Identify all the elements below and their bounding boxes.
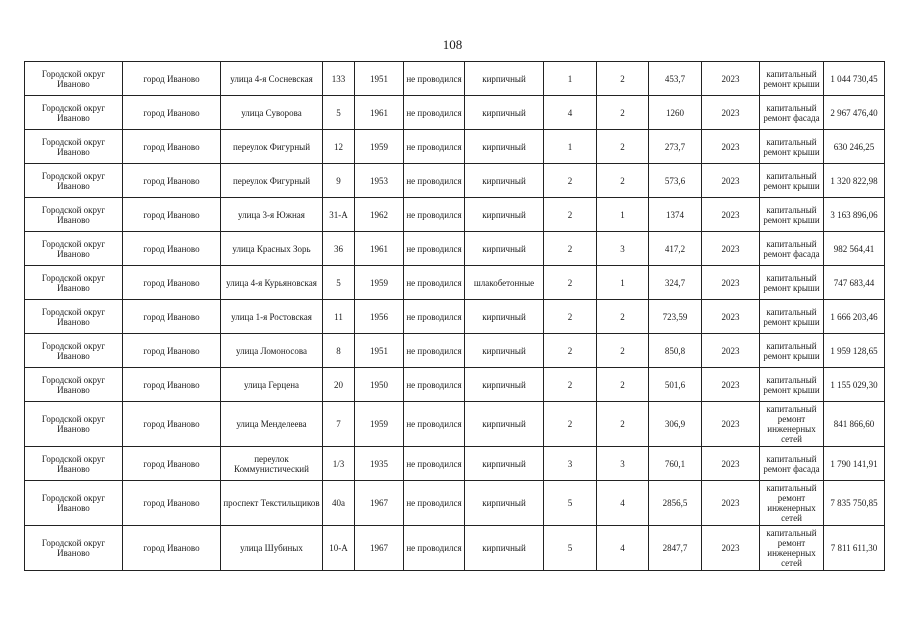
floors-cell: 2	[544, 164, 597, 198]
area-cell: 850,8	[649, 334, 702, 368]
page-number: 108	[442, 37, 463, 52]
wall-material-cell: кирпичный	[465, 402, 544, 447]
cost-cell: 7 835 750,85	[824, 481, 885, 526]
area-cell: 417,2	[649, 232, 702, 266]
cost-cell: 747 683,44	[824, 266, 885, 300]
municipality-cell: Городской округ Иваново	[25, 334, 123, 368]
settlement-cell: город Иваново	[123, 266, 221, 300]
area-cell: 2856,5	[649, 481, 702, 526]
cost-cell: 1 044 730,45	[824, 62, 885, 96]
municipality-cell: Городской округ Иваново	[25, 130, 123, 164]
plan-year-cell: 2023	[702, 300, 760, 334]
area-cell: 453,7	[649, 62, 702, 96]
street-cell: улица Шубиных	[221, 526, 323, 571]
municipality-cell: Городской округ Иваново	[25, 447, 123, 481]
cost-cell: 2 967 476,40	[824, 96, 885, 130]
street-cell: переулок Фигурный	[221, 164, 323, 198]
plan-year-cell: 2023	[702, 526, 760, 571]
table-row	[25, 447, 885, 481]
house-number-cell: 9	[323, 164, 355, 198]
entrances-cell: 2	[597, 334, 649, 368]
wall-material-cell: кирпичный	[465, 300, 544, 334]
work-type-cell: капитальный ремонт инженерных сетей	[760, 402, 824, 447]
floors-cell: 4	[544, 96, 597, 130]
year-built-cell: 1967	[355, 481, 404, 526]
area-cell: 760,1	[649, 447, 702, 481]
plan-year-cell: 2023	[702, 481, 760, 526]
house-number-cell: 10-А	[323, 526, 355, 571]
year-built-cell: 1967	[355, 526, 404, 571]
table-row	[25, 198, 885, 232]
area-cell: 324,7	[649, 266, 702, 300]
house-number-cell: 36	[323, 232, 355, 266]
last-repair-cell: не проводился	[404, 402, 465, 447]
cost-cell: 7 811 611,30	[824, 526, 885, 571]
settlement-cell: город Иваново	[123, 402, 221, 447]
year-built-cell: 1953	[355, 164, 404, 198]
cost-cell: 982 564,41	[824, 232, 885, 266]
work-type-cell: капитальный ремонт крыши	[760, 164, 824, 198]
table-row	[25, 334, 885, 368]
last-repair-cell: не проводился	[404, 266, 465, 300]
house-number-cell: 40а	[323, 481, 355, 526]
settlement-cell: город Иваново	[123, 96, 221, 130]
work-type-cell: капитальный ремонт крыши	[760, 334, 824, 368]
cost-cell: 841 866,60	[824, 402, 885, 447]
floors-cell: 3	[544, 447, 597, 481]
plan-year-cell: 2023	[702, 402, 760, 447]
plan-year-cell: 2023	[702, 447, 760, 481]
cost-cell: 1 959 128,65	[824, 334, 885, 368]
area-cell: 1260	[649, 96, 702, 130]
work-type-cell: капитальный ремонт крыши	[760, 368, 824, 402]
last-repair-cell: не проводился	[404, 164, 465, 198]
street-cell: переулок Фигурный	[221, 130, 323, 164]
last-repair-cell: не проводился	[404, 447, 465, 481]
municipality-cell: Городской округ Иваново	[25, 526, 123, 571]
table-row	[25, 130, 885, 164]
settlement-cell: город Иваново	[123, 164, 221, 198]
street-cell: улица Герцена	[221, 368, 323, 402]
last-repair-cell: не проводился	[404, 300, 465, 334]
street-cell: улица Суворова	[221, 96, 323, 130]
year-built-cell: 1959	[355, 130, 404, 164]
house-number-cell: 11	[323, 300, 355, 334]
street-cell: улица 1-я Ростовская	[221, 300, 323, 334]
last-repair-cell: не проводился	[404, 62, 465, 96]
work-type-cell: капитальный ремонт инженерных сетей	[760, 481, 824, 526]
entrances-cell: 2	[597, 300, 649, 334]
floors-cell: 1	[544, 62, 597, 96]
work-type-cell: капитальный ремонт фасада	[760, 96, 824, 130]
settlement-cell: город Иваново	[123, 232, 221, 266]
settlement-cell: город Иваново	[123, 334, 221, 368]
last-repair-cell: не проводился	[404, 96, 465, 130]
area-cell: 1374	[649, 198, 702, 232]
work-type-cell: капитальный ремонт инженерных сетей	[760, 526, 824, 571]
work-type-cell: капитальный ремонт крыши	[760, 198, 824, 232]
settlement-cell: город Иваново	[123, 62, 221, 96]
table-row	[25, 526, 885, 571]
table-row	[25, 232, 885, 266]
cost-cell: 3 163 896,06	[824, 198, 885, 232]
work-type-cell: капитальный ремонт фасада	[760, 447, 824, 481]
municipality-cell: Городской округ Иваново	[25, 402, 123, 447]
wall-material-cell: кирпичный	[465, 96, 544, 130]
work-type-cell: капитальный ремонт крыши	[760, 300, 824, 334]
street-cell: улица Красных Зорь	[221, 232, 323, 266]
last-repair-cell: не проводился	[404, 334, 465, 368]
wall-material-cell: кирпичный	[465, 232, 544, 266]
municipality-cell: Городской округ Иваново	[25, 300, 123, 334]
entrances-cell: 4	[597, 481, 649, 526]
cost-cell: 630 246,25	[824, 130, 885, 164]
floors-cell: 2	[544, 334, 597, 368]
last-repair-cell: не проводился	[404, 198, 465, 232]
floors-cell: 5	[544, 526, 597, 571]
cost-cell: 1 155 029,30	[824, 368, 885, 402]
settlement-cell: город Иваново	[123, 481, 221, 526]
settlement-cell: город Иваново	[123, 526, 221, 571]
entrances-cell: 2	[597, 96, 649, 130]
floors-cell: 2	[544, 300, 597, 334]
street-cell: улица 3-я Южная	[221, 198, 323, 232]
table-row	[25, 96, 885, 130]
wall-material-cell: кирпичный	[465, 130, 544, 164]
last-repair-cell: не проводился	[404, 481, 465, 526]
street-cell: улица 4-я Курьяновская	[221, 266, 323, 300]
last-repair-cell: не проводился	[404, 368, 465, 402]
year-built-cell: 1962	[355, 198, 404, 232]
cost-cell: 1 790 141,91	[824, 447, 885, 481]
entrances-cell: 1	[597, 198, 649, 232]
entrances-cell: 2	[597, 164, 649, 198]
table-row	[25, 62, 885, 96]
wall-material-cell: кирпичный	[465, 62, 544, 96]
year-built-cell: 1950	[355, 368, 404, 402]
municipality-cell: Городской округ Иваново	[25, 266, 123, 300]
plan-year-cell: 2023	[702, 334, 760, 368]
street-cell: переулок Коммунистический	[221, 447, 323, 481]
house-number-cell: 133	[323, 62, 355, 96]
area-cell: 573,6	[649, 164, 702, 198]
table-row	[25, 300, 885, 334]
entrances-cell: 3	[597, 447, 649, 481]
area-cell: 306,9	[649, 402, 702, 447]
table-row	[25, 402, 885, 447]
settlement-cell: город Иваново	[123, 130, 221, 164]
floors-cell: 1	[544, 130, 597, 164]
wall-material-cell: кирпичный	[465, 481, 544, 526]
house-number-cell: 31-А	[323, 198, 355, 232]
settlement-cell: город Иваново	[123, 368, 221, 402]
wall-material-cell: кирпичный	[465, 334, 544, 368]
settlement-cell: город Иваново	[123, 198, 221, 232]
floors-cell: 2	[544, 368, 597, 402]
year-built-cell: 1951	[355, 334, 404, 368]
table-row	[25, 266, 885, 300]
floors-cell: 2	[544, 402, 597, 447]
table-row	[25, 481, 885, 526]
plan-year-cell: 2023	[702, 368, 760, 402]
plan-year-cell: 2023	[702, 164, 760, 198]
street-cell: улица 4-я Сосневская	[221, 62, 323, 96]
entrances-cell: 3	[597, 232, 649, 266]
house-number-cell: 20	[323, 368, 355, 402]
municipality-cell: Городской округ Иваново	[25, 481, 123, 526]
plan-year-cell: 2023	[702, 96, 760, 130]
year-built-cell: 1959	[355, 266, 404, 300]
house-number-cell: 5	[323, 96, 355, 130]
table-row	[25, 164, 885, 198]
cost-cell: 1 320 822,98	[824, 164, 885, 198]
floors-cell: 5	[544, 481, 597, 526]
municipality-cell: Городской округ Иваново	[25, 164, 123, 198]
area-cell: 501,6	[649, 368, 702, 402]
plan-year-cell: 2023	[702, 232, 760, 266]
year-built-cell: 1956	[355, 300, 404, 334]
year-built-cell: 1951	[355, 62, 404, 96]
last-repair-cell: не проводился	[404, 526, 465, 571]
wall-material-cell: кирпичный	[465, 164, 544, 198]
table-row	[25, 368, 885, 402]
wall-material-cell: кирпичный	[465, 526, 544, 571]
municipality-cell: Городской округ Иваново	[25, 232, 123, 266]
area-cell: 273,7	[649, 130, 702, 164]
plan-year-cell: 2023	[702, 198, 760, 232]
area-cell: 723,59	[649, 300, 702, 334]
street-cell: улица Менделеева	[221, 402, 323, 447]
plan-year-cell: 2023	[702, 130, 760, 164]
municipality-cell: Городской округ Иваново	[25, 96, 123, 130]
plan-year-cell: 2023	[702, 62, 760, 96]
capital-repair-table	[24, 61, 885, 571]
street-cell: улица Ломоносова	[221, 334, 323, 368]
floors-cell: 2	[544, 232, 597, 266]
year-built-cell: 1961	[355, 96, 404, 130]
work-type-cell: капитальный ремонт крыши	[760, 266, 824, 300]
street-cell: проспект Текстильщиков	[221, 481, 323, 526]
house-number-cell: 7	[323, 402, 355, 447]
house-number-cell: 8	[323, 334, 355, 368]
work-type-cell: капитальный ремонт крыши	[760, 130, 824, 164]
work-type-cell: капитальный ремонт крыши	[760, 62, 824, 96]
municipality-cell: Городской округ Иваново	[25, 198, 123, 232]
house-number-cell: 5	[323, 266, 355, 300]
year-built-cell: 1935	[355, 447, 404, 481]
entrances-cell: 2	[597, 62, 649, 96]
year-built-cell: 1961	[355, 232, 404, 266]
floors-cell: 2	[544, 266, 597, 300]
cost-cell: 1 666 203,46	[824, 300, 885, 334]
wall-material-cell: шлакобетонные	[465, 266, 544, 300]
wall-material-cell: кирпичный	[465, 447, 544, 481]
area-cell: 2847,7	[649, 526, 702, 571]
plan-year-cell: 2023	[702, 266, 760, 300]
entrances-cell: 4	[597, 526, 649, 571]
settlement-cell: город Иваново	[123, 300, 221, 334]
entrances-cell: 2	[597, 130, 649, 164]
last-repair-cell: не проводился	[404, 232, 465, 266]
municipality-cell: Городской округ Иваново	[25, 368, 123, 402]
wall-material-cell: кирпичный	[465, 198, 544, 232]
last-repair-cell: не проводился	[404, 130, 465, 164]
entrances-cell: 1	[597, 266, 649, 300]
work-type-cell: капитальный ремонт фасада	[760, 232, 824, 266]
floors-cell: 2	[544, 198, 597, 232]
house-number-cell: 1/3	[323, 447, 355, 481]
house-number-cell: 12	[323, 130, 355, 164]
municipality-cell: Городской округ Иваново	[25, 62, 123, 96]
entrances-cell: 2	[597, 402, 649, 447]
entrances-cell: 2	[597, 368, 649, 402]
year-built-cell: 1959	[355, 402, 404, 447]
settlement-cell: город Иваново	[123, 447, 221, 481]
wall-material-cell: кирпичный	[465, 368, 544, 402]
